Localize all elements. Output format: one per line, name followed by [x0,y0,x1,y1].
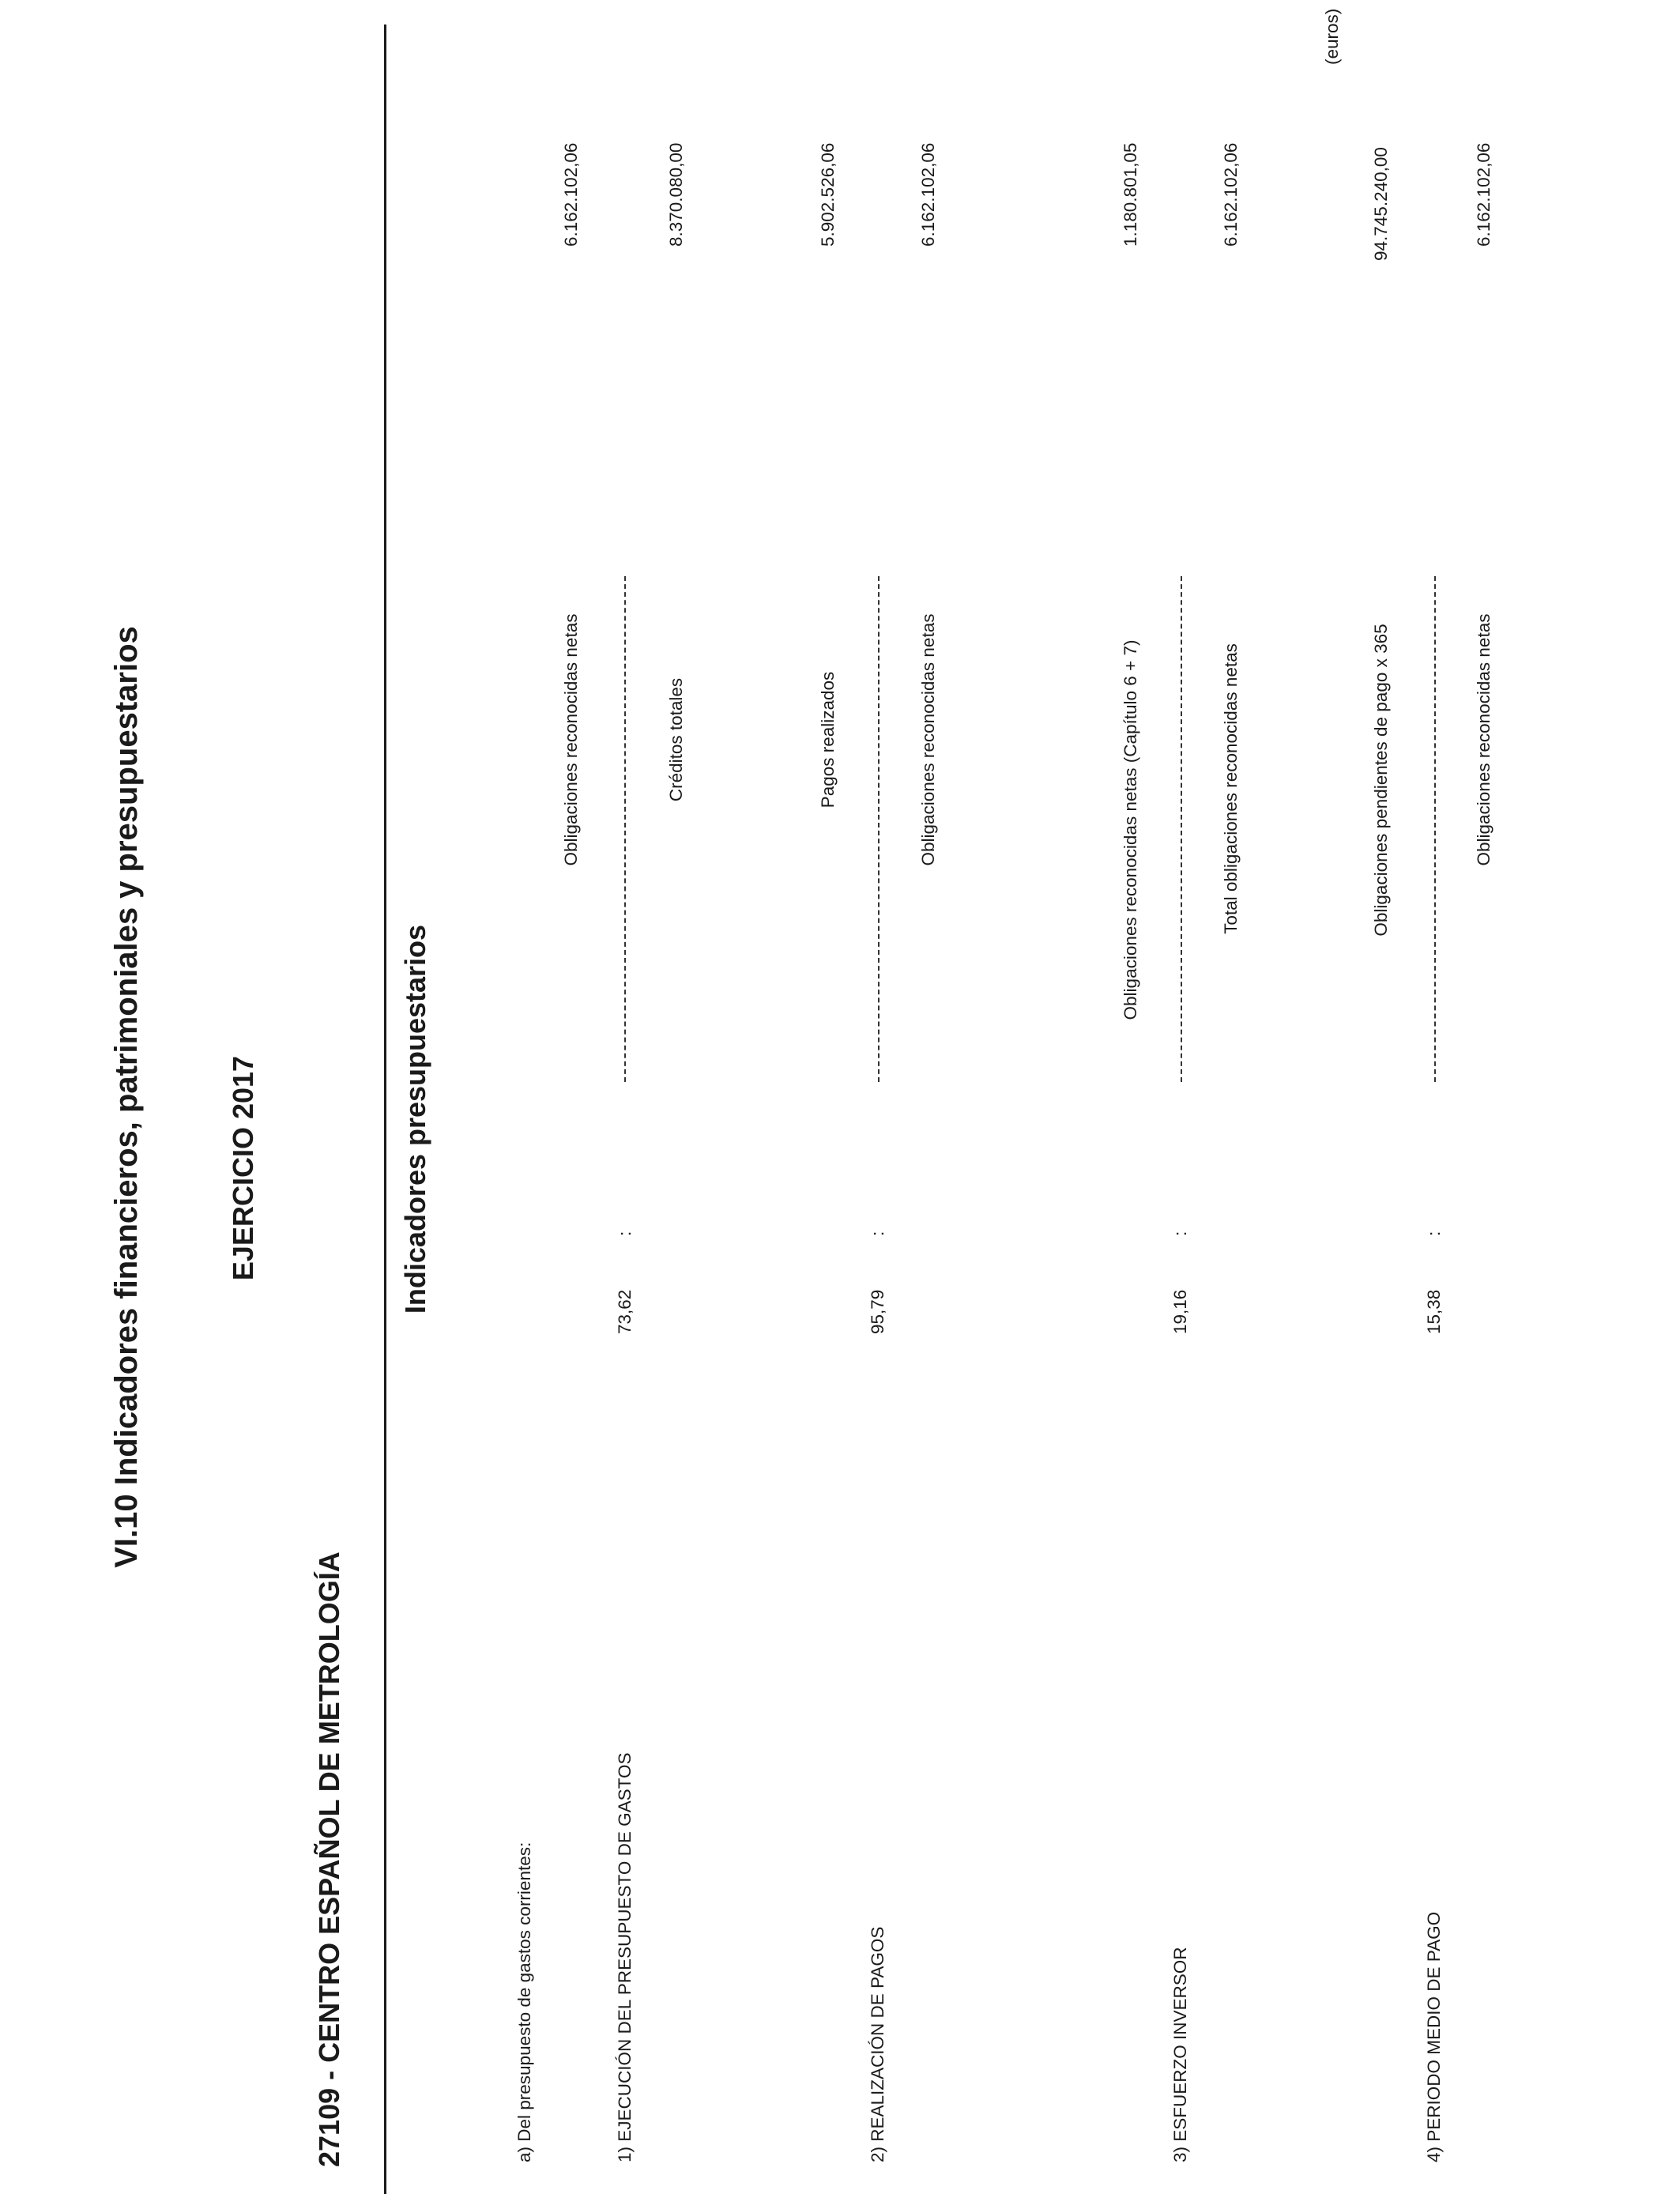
indicator-label: 4) PERIODO MEDIO DE PAGO [1424,1911,1444,2162]
indicator-value: 95,79 [868,1289,887,1334]
section-heading: Indicadores presupuestarios [399,924,431,1314]
fraction-line [624,576,626,1082]
denominator-label: Obligaciones reconocidas netas [918,613,938,866]
numerator-value: 1.180.801,05 [1121,142,1140,247]
denominator-label: Créditos totales [666,677,686,802]
numerator-value: 5.902.526,06 [818,142,838,247]
indicator-label: 1) EJECUCIÓN DEL PRESUPUESTO DE GASTOS [615,1752,635,2162]
numerator-label: Obligaciones pendientes de pago x 365 [1371,624,1391,937]
denominator-value: 6.162.102,06 [918,142,938,247]
fraction-line [1434,576,1436,1082]
indicator-separator: : [1170,1231,1190,1236]
indicator-separator: : [1424,1231,1444,1236]
denominator-value: 6.162.102,06 [1221,142,1241,247]
denominator-label: Obligaciones reconocidas netas [1474,613,1494,866]
fraction-line [878,576,880,1082]
document-title: VI.10 Indicadores financieros, patrimoniales y presupuestarios [109,626,144,1568]
exercise-year: EJERCICIO 2017 [227,1055,259,1281]
numerator-value: 6.162.102,06 [561,142,581,247]
indicator-label: 2) REALIZACIÓN DE PAGOS [868,1926,887,2162]
denominator-value: 8.370.080,00 [666,142,686,247]
indicator-label: 3) ESFUERZO INVERSOR [1170,1947,1190,2162]
denominator-value: 6.162.102,06 [1474,142,1494,247]
numerator-label: Obligaciones reconocidas netas (Capítulo 6 + 7) [1121,639,1140,1020]
denominator-label: Total obligaciones reconocidas netas [1221,643,1241,934]
indicator-value: 15,38 [1424,1289,1444,1334]
numerator-label: Pagos realizados [818,671,838,809]
indicator-separator: : [868,1231,887,1236]
indicator-value: 19,16 [1170,1289,1190,1334]
indicator-separator: : [615,1231,635,1236]
currency-note: (euros) [1322,8,1342,65]
subsection-label: a) Del presupuesto de gastos corrientes: [514,1842,534,2162]
numerator-value: 94.745.240,00 [1371,147,1391,261]
entity-title: 27109 - CENTRO ESPAÑOL DE METROLOGÍA [313,1551,345,2167]
indicator-value: 73,62 [615,1289,635,1334]
fraction-line [1181,576,1182,1082]
numerator-label: Obligaciones reconocidas netas [561,613,581,866]
table-rule [384,25,386,2194]
